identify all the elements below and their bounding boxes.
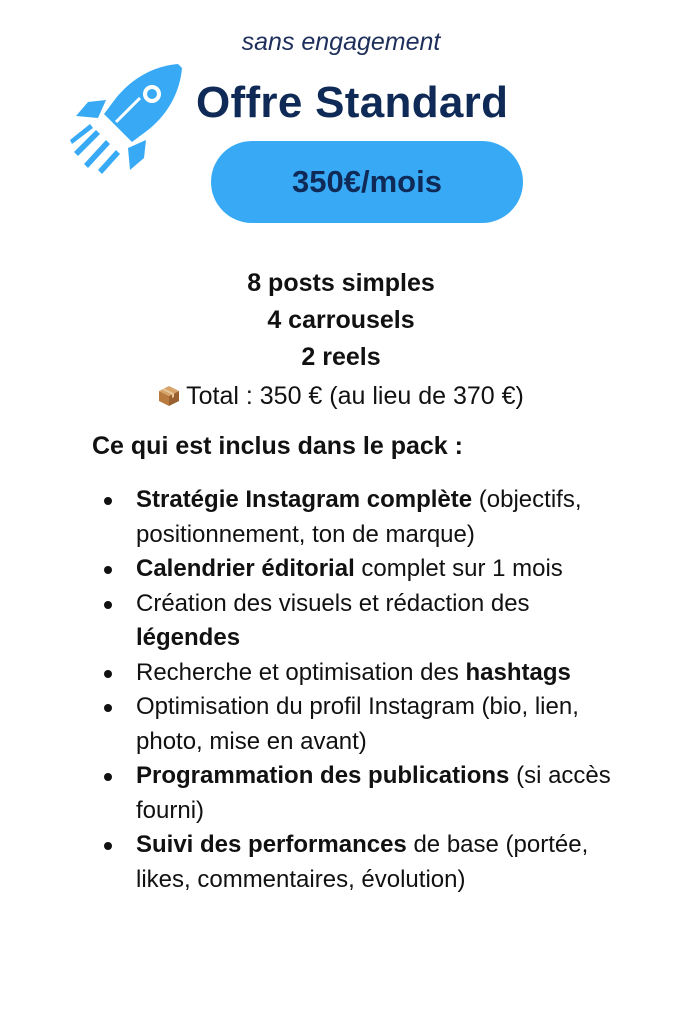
feature-bold: Suivi des performances <box>136 831 407 858</box>
price-badge <box>211 141 523 223</box>
rocket-icon <box>66 60 186 180</box>
list-item <box>100 587 620 656</box>
price-label: 350€/mois <box>292 164 442 199</box>
feature-bold: légendes <box>136 624 241 651</box>
bullet-icon <box>104 497 112 505</box>
feature-bold: Programmation des publications <box>136 762 510 789</box>
included-title: Ce qui est inclus dans le pack : <box>92 432 463 460</box>
offer-line-reels: 2 reels <box>301 343 381 371</box>
list-item <box>100 759 620 828</box>
offer-title: Offre Standard <box>196 78 509 127</box>
feature-bold: hashtags <box>465 658 571 686</box>
total-text: Total : 350 € (au lieu de 370 €) <box>186 382 524 410</box>
feature-text: Optimisation du profil Instagram (bio, lien, photo, mise en avant) <box>136 693 579 755</box>
bullet-icon <box>104 670 112 678</box>
offer-line-posts: 8 posts simples <box>247 269 435 297</box>
feature-text: Recherche et optimisation des <box>136 658 466 686</box>
list-item <box>100 483 620 552</box>
feature-text: (objectifs, positionnement, ton de marque) <box>136 486 582 548</box>
offer-line-carousels: 4 carrousels <box>267 306 415 334</box>
tagline: sans engagement <box>241 28 441 56</box>
list-item <box>100 828 620 897</box>
feature-text: (si accès fourni) <box>136 762 611 824</box>
feature-text: Création des visuels et rédaction des <box>136 589 530 617</box>
feature-text: complet sur 1 mois <box>354 555 563 582</box>
feature-text: de base (portée, likes, commentaires, évolution) <box>136 831 589 893</box>
package-icon <box>158 385 180 407</box>
bullet-icon <box>104 773 112 781</box>
list-item <box>100 552 620 587</box>
bullet-icon <box>104 704 112 712</box>
bullet-icon <box>104 566 112 574</box>
feature-bold: Calendrier éditorial <box>136 555 355 582</box>
bullet-icon <box>104 601 112 609</box>
offer-summary <box>0 265 682 416</box>
total-line <box>0 376 682 416</box>
list-item <box>100 656 620 691</box>
list-item <box>100 690 620 759</box>
feature-bold: Stratégie Instagram complète <box>136 486 473 513</box>
features-list <box>100 483 620 897</box>
bullet-icon <box>104 842 112 850</box>
